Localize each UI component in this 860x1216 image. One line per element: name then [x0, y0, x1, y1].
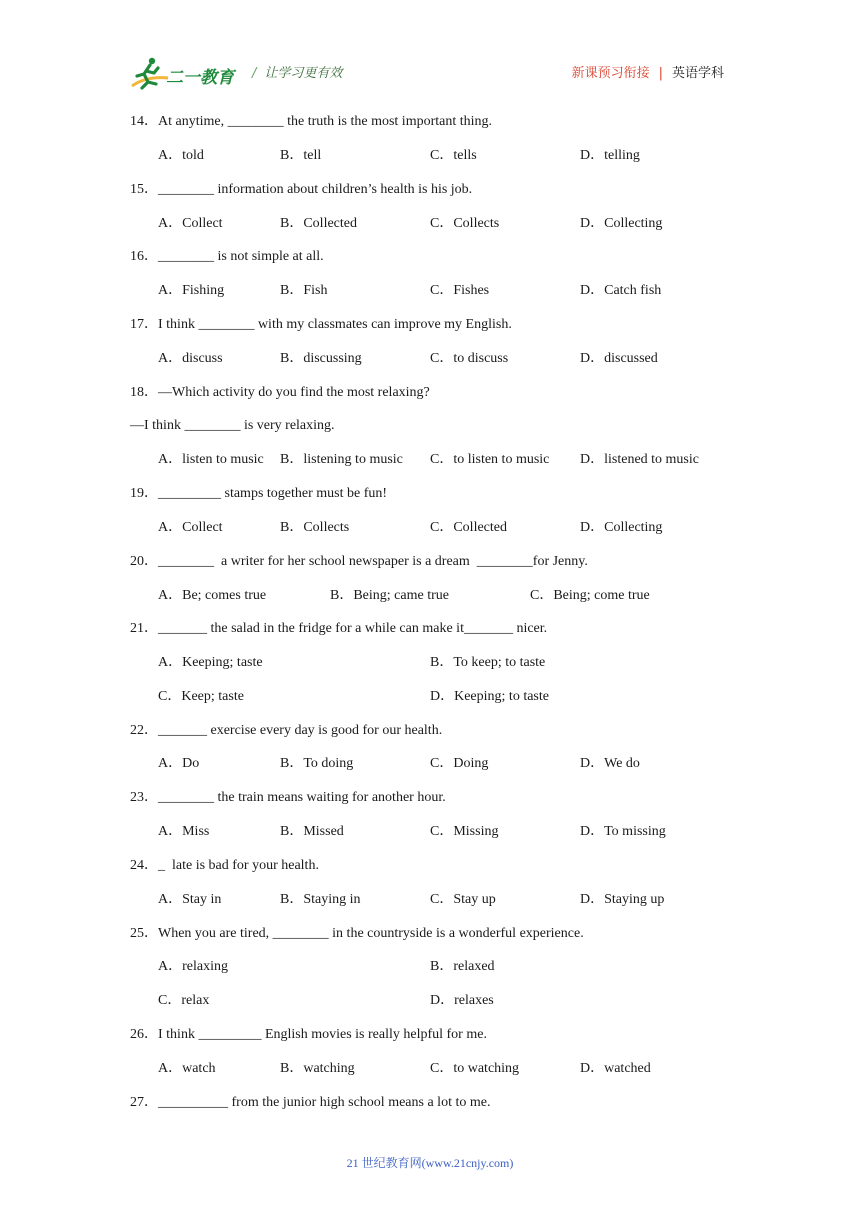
option-c: C．to discuss — [430, 351, 509, 366]
option-c: C．Fishes — [430, 283, 490, 298]
question-stem: 21．_______ the salad in the fridge for a while can make it_______ nicer. — [130, 621, 548, 636]
question-stem: 22．_______ exercise every day is good for our health. — [130, 723, 443, 738]
option-c: C．Stay up — [430, 892, 496, 907]
option-a: A．watch — [158, 1061, 216, 1076]
option-c: C．Missing — [430, 824, 499, 839]
option-b: B．listening to music — [280, 452, 403, 467]
option-d: D．Keeping; to taste — [430, 689, 549, 704]
option-a: A．Collect — [158, 216, 223, 231]
question-stem: 16．________ is not simple at all. — [130, 249, 324, 264]
option-c: C．relax — [158, 993, 210, 1008]
question-stem: 25．When you are tired, ________ in the countryside is a wonderful experience. — [130, 926, 584, 941]
option-d: D．relaxes — [430, 993, 494, 1008]
option-b: B．Missed — [280, 824, 344, 839]
option-b: B．discussing — [280, 351, 362, 366]
option-b: B．Collects — [280, 520, 350, 535]
question-stem: 23．________ the train means waiting for another hour. — [130, 790, 446, 805]
option-c: C．to listen to music — [430, 452, 550, 467]
option-a: A．Be; comes true — [158, 588, 267, 603]
option-c: C．Collected — [430, 520, 507, 535]
option-b: B．Fish — [280, 283, 328, 298]
subject-label: 英语学科 — [671, 66, 724, 81]
option-c: C．Keep; taste — [158, 689, 244, 704]
option-b: B．To doing — [280, 756, 354, 771]
logo — [130, 56, 242, 92]
option-a: A．Keeping; taste — [158, 655, 263, 670]
option-a: A．told — [158, 148, 204, 163]
option-c: C．Collects — [430, 216, 500, 231]
slogan-text: 让学习更有效 — [264, 66, 343, 81]
option-d: D．We do — [580, 756, 640, 771]
option-c: C．Doing — [430, 756, 489, 771]
question-stem: 15．________ information about children’s health is his job. — [130, 182, 473, 197]
option-b: B．Collected — [280, 216, 357, 231]
option-c: C．Being; come true — [530, 588, 650, 603]
option-d: D．discussed — [580, 351, 658, 366]
option-d: D．Staying up — [580, 892, 665, 907]
option-d: D．telling — [580, 148, 640, 163]
option-a: A．Do — [158, 756, 200, 771]
question-stem: 20．________ a writer for her school newspaper is a dream ________for Jenny. — [130, 554, 588, 569]
option-a: A．listen to music — [158, 452, 264, 467]
option-b: B．Being; came true — [330, 588, 449, 603]
option-a: A．Miss — [158, 824, 210, 839]
option-d: D．Collecting — [580, 520, 663, 535]
course-title: 新课预习衔接 — [571, 66, 650, 81]
slogan: / 让学习更有效 — [252, 66, 343, 81]
option-b: B．watching — [280, 1061, 355, 1076]
option-c: C．to watching — [430, 1061, 520, 1076]
page-header — [130, 52, 730, 92]
option-d: D．Collecting — [580, 216, 663, 231]
question-stem: 19．_________ stamps together must be fun! — [130, 486, 388, 501]
option-b: B．relaxed — [430, 959, 495, 974]
question-stem: 24．_ late is bad for your health. — [130, 858, 319, 873]
option-a: A．discuss — [158, 351, 223, 366]
question-stem: 26．I think _________ English movies is really helpful for me. — [130, 1027, 487, 1042]
option-b: B．tell — [280, 148, 322, 163]
option-d: D．To missing — [580, 824, 666, 839]
option-a: A．Stay in — [158, 892, 222, 907]
question-stem: 17．I think ________ with my classmates can improve my English. — [130, 317, 512, 332]
option-c: C．tells — [430, 148, 477, 163]
option-a: A．relaxing — [158, 959, 228, 974]
runner-logo-icon — [130, 56, 170, 92]
question-stem-reply: —I think ________ is very relaxing. — [130, 418, 335, 433]
option-b: B．To keep; to taste — [430, 655, 546, 670]
option-d: D．listened to music — [580, 452, 699, 467]
option-b: B．Staying in — [280, 892, 361, 907]
option-a: A．Fishing — [158, 283, 225, 298]
header-course-info — [572, 62, 724, 81]
question-stem: 18．—Which activity do you find the most relaxing? — [130, 385, 430, 400]
option-d: D．watched — [580, 1061, 651, 1076]
header-separator: | — [658, 66, 663, 81]
logo-text: 二一教育 — [166, 68, 234, 88]
question-stem: 27．__________ from the junior high school means a lot to me. — [130, 1095, 491, 1110]
question-stem: 14．At anytime, ________ the truth is the most important thing. — [130, 114, 493, 129]
option-d: D．Catch fish — [580, 283, 662, 298]
option-a: A．Collect — [158, 520, 223, 535]
page-footer: 21 世纪教育网(www.21cnjy.com) — [346, 1156, 514, 1170]
